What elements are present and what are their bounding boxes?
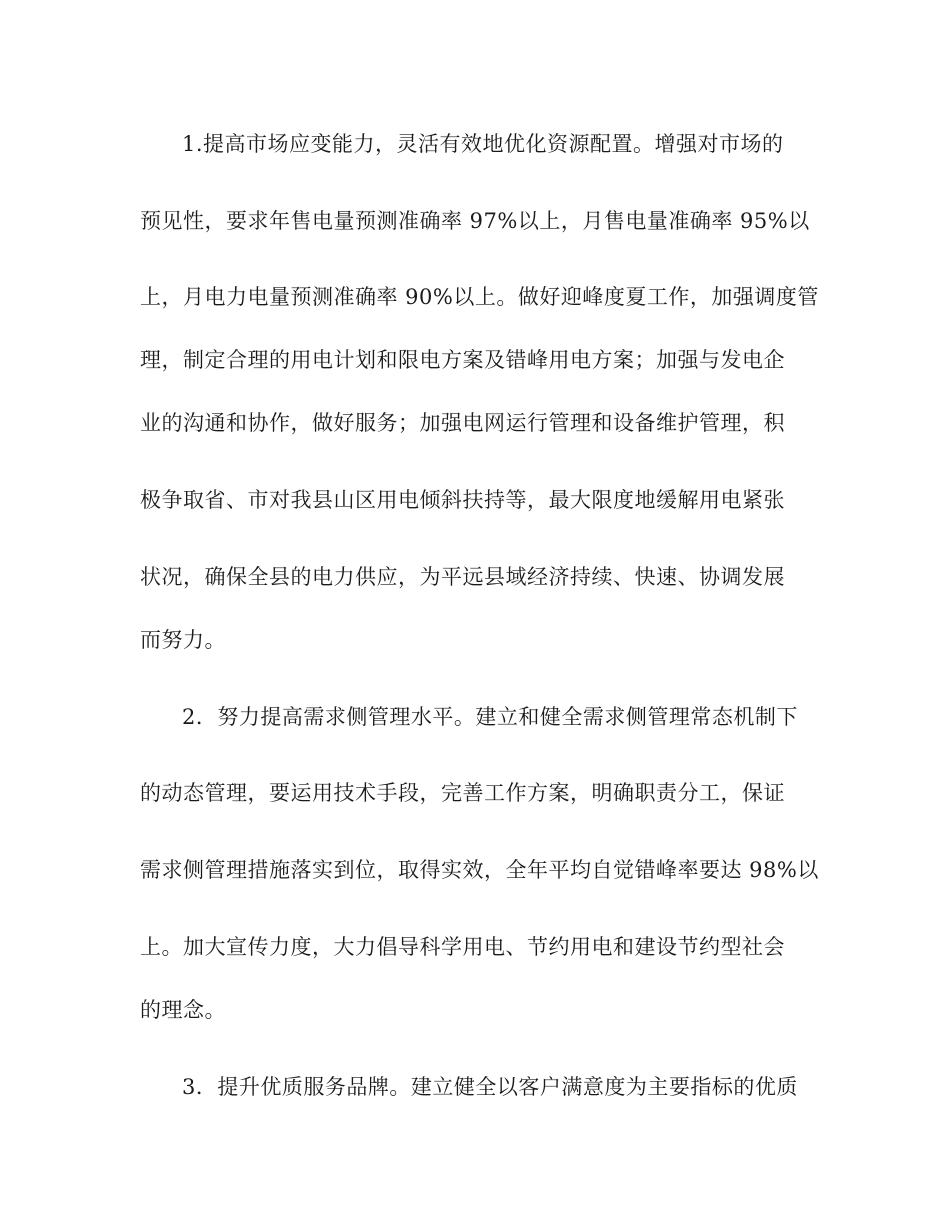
paragraph-1-line-7: 状况，确保全县的电力供应，为平远县域经济持续、快速、协调发展: [140, 565, 785, 589]
paragraph-1-line-1: 1.提高市场应变能力，灵活有效地优化资源配置。增强对市场的: [182, 132, 784, 156]
paragraph-1-line-3: 上，月电力电量预测准确率 90%以上。做好迎峰度夏工作，加强调度管: [140, 285, 819, 309]
paragraph-2-line-4: 上。加大宣传力度，大力倡导科学用电、节约用电和建设节约型社会: [140, 935, 785, 959]
paragraph-1-line-4: 理，制定合理的用电计划和限电方案及错峰用电方案；加强与发电企: [140, 348, 785, 372]
paragraph-2-line-1: 2．努力提高需求侧管理水平。建立和健全需求侧管理常态机制下: [182, 705, 798, 729]
paragraph-1-line-6: 极争取省、市对我县山区用电倾斜扶持等，最大限度地缓解用电紧张: [140, 488, 785, 512]
paragraph-1-line-5: 业的沟通和协作，做好服务；加强电网运行管理和设备维护管理，积: [140, 411, 785, 435]
paragraph-2-line-2: 的动态管理，要运用技术手段，完善工作方案，明确职责分工，保证: [140, 781, 785, 805]
paragraph-1-line-2: 预见性，要求年售电量预测准确率 97%以上，月售电量准确率 95%以: [140, 209, 810, 233]
paragraph-2-line-3: 需求侧管理措施落实到位，取得实效，全年平均自觉错峰率要达 98%以: [140, 858, 819, 882]
paragraph-2-line-5: 的理念。: [140, 998, 226, 1022]
paragraph-3-line-1: 3．提升优质服务品牌。建立健全以客户满意度为主要指标的优质: [182, 1075, 798, 1099]
paragraph-1-line-8: 而努力。: [140, 628, 226, 652]
